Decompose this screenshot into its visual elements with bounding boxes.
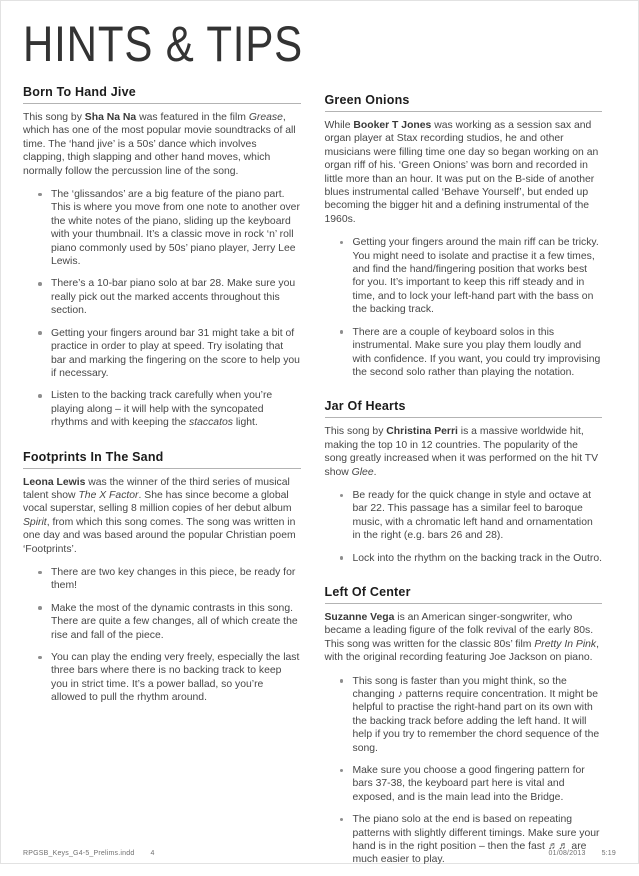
bullet-icon (340, 556, 344, 560)
text-segment: Make sure you choose a good fingering pattern for bars 37-38, the keyboard part here is vital and exposed, and is the main lead into the Bridge. (352, 765, 585, 803)
tips-list (325, 675, 603, 867)
bullet-icon (340, 330, 344, 334)
tip-text (353, 553, 603, 564)
tip-item (38, 327, 301, 381)
section-heading: Jar Of Hearts (324, 399, 406, 414)
text-segment: , which has one of the most popular movie soundtracks of all time. The ‘hand jive’ is a 50s’ dance which involves clapping, thigh slapping and other hand moves, which normally follow the percussion line of the song. (23, 112, 296, 177)
text-segment: is an American singer-songwriter, who became a leading figure of the folk revival of the early 80s. This song was written for the classic 80s’ film (324, 611, 594, 650)
text-segment: The piano solo at the end is based on repeating patterns with slightly different timings. Make sure your hand is in the right position – then the fast (352, 814, 600, 853)
text-segment: This song by (324, 426, 387, 438)
tip-item (340, 813, 603, 867)
text-segment: Leona Lewis (23, 476, 86, 488)
text-segment: . (373, 466, 377, 478)
text-segment: Getting your fingers around bar 31 might take a bit of practice in order to play at speed. Try isolating that bar and marking the fingering on the score to help you if necessary. (51, 327, 300, 379)
text-segment: Christina Perri (386, 426, 458, 438)
tip-text (353, 676, 600, 754)
bullet-icon (340, 769, 344, 773)
tip-text (51, 603, 298, 641)
text-segment: The X Factor (78, 489, 139, 501)
text-segment: , with the original recording featuring Joe Jackson on piano. (324, 638, 599, 664)
section-left-of-center (325, 585, 603, 867)
text-segment: Getting your fingers around the main riff can be tricky. You might need to isolate and practise it a few times, and find the hand/fingering position that works best for you. It’s important to keep this riff steady and in time, and to lock your left-hand part with the bass on the backing track. (352, 237, 599, 316)
tips-list (325, 236, 603, 379)
text-segment: Booker T Jones (353, 120, 432, 131)
tip-item (38, 277, 301, 317)
tip-item (38, 188, 301, 268)
footer-right (549, 850, 616, 857)
footer-page-number: 4 (150, 850, 155, 857)
footer-filename: RPGSB_Keys_G4-5_Prelims.indd (23, 850, 135, 857)
text-segment: was featured in the film (136, 112, 249, 123)
text-segment: While (324, 120, 354, 131)
tips-list (23, 566, 301, 705)
text-segment: Spirit (23, 516, 47, 528)
tip-item (340, 764, 603, 804)
bullet-icon (38, 331, 42, 335)
section-green-onions (325, 93, 603, 379)
text-segment: ♬♬ (547, 841, 569, 853)
tip-item (340, 552, 603, 565)
text-segment: Pretty In Pink (534, 638, 597, 650)
tip-text (353, 765, 585, 803)
text-segment: The ‘glissandos’ are a big feature of the piano part. This is where you move from one note to another over the white notes of the piano, sliding up the keyboard with your thumbnail. It’s a classic move in rock ‘n’ roll piano commonly used by 50s’ piano player, Jerry Lee Lewis. (51, 189, 300, 268)
section-intro (325, 425, 603, 479)
tip-item (340, 489, 603, 543)
tip-text (51, 328, 300, 379)
tip-item (38, 602, 301, 642)
section-rule (23, 468, 301, 469)
page-title: HINTS & TIPS (23, 16, 304, 72)
bullet-icon (38, 606, 42, 610)
section-intro (325, 119, 603, 226)
text-segment: is a massive worldwide hit, making the top 10 in 12 countries. The popularity of the song greatly increased when it was performed on the hit TV show (324, 426, 599, 478)
column-left (23, 85, 301, 714)
tip-text (51, 189, 300, 267)
tip-item (340, 326, 603, 380)
text-segment: light. (232, 417, 258, 429)
tip-text (51, 652, 299, 703)
text-segment: are much easier to play. (352, 841, 587, 866)
section-heading: Footprints In The Sand (23, 449, 164, 464)
bullet-icon (340, 679, 344, 683)
text-segment: was the winner of the third series of musical talent show (23, 476, 290, 501)
text-segment: Glee (351, 466, 374, 478)
text-segment: Be ready for the quick change in style and octave at bar 22. This passage has a similar feel to baroque music, with a chromatic left hand and ornamentation in the right (e.g. bars 26 and 28). (352, 489, 593, 542)
footer-time: 5:19 (601, 850, 616, 857)
text-segment: You can play the ending very freely, especially the last three bars where there is no backing track to keep you in strict time. It’s a power ballad, so you’re allowed to pull the rhythm around. (51, 652, 300, 704)
tip-text (51, 278, 295, 316)
text-segment: Make the most of the dynamic contrasts in this song. There are quite a few changes, all of which create the rise and fall of the piece. (51, 602, 298, 641)
footer (23, 850, 616, 857)
text-segment: Lock into the rhythm on the backing track in the Outro. (352, 552, 603, 564)
section-rule (325, 417, 603, 418)
text-segment: . She has since become a global vocal superstar, selling 8 million copies of her debut album (23, 489, 292, 515)
text-segment: was working as a session sax and organ player at Stax recording studios, he and other musicians were filling time one day so began working on an organ riff of his. ‘Green Onions’ was born and recorded in little more than an hour. It was put on the B-side of another blues instrumental called ‘Behave Yourself’, but ended up becoming the bigger hit and a defining instrumental of the 1960s. (324, 120, 599, 225)
text-segment: Listen to the backing track carefully when you’re playing along – it will help with the syncopated rhythms and with keeping the (51, 390, 273, 429)
bullet-icon (38, 394, 42, 398)
section-rule (325, 603, 603, 604)
text-segment: , from which this song comes. The song was written in one day and was based around the popular Christian poem ‘Footprints’. (23, 516, 296, 555)
section-intro (23, 476, 301, 556)
text-segment: This song is faster than you might think, so the changing ♪ patterns require concentration. It might be helpful to practise the right-hand part on its own with the backing track before adding the left hand. It will help if you try to remember the chord sequence of the song. (352, 675, 600, 754)
tip-item (38, 651, 301, 705)
tip-item (340, 675, 603, 755)
text-segment: Grease (248, 112, 283, 123)
section-heading: Green Onions (324, 93, 410, 107)
section-footprints-in-the-sand (23, 450, 301, 705)
text-segment: Sha Na Na (84, 112, 137, 123)
tip-item (38, 389, 301, 429)
column-right (325, 85, 603, 876)
tip-text (353, 327, 601, 378)
section-heading: Left Of Center (324, 584, 411, 599)
tip-item (38, 566, 301, 593)
footer-date: 01/08/2013 (548, 850, 586, 857)
columns-container (23, 85, 602, 876)
tip-text (51, 390, 272, 428)
bullet-icon (38, 282, 42, 286)
bullet-icon (340, 818, 344, 822)
text-segment: staccatos (189, 417, 233, 429)
section-intro (23, 111, 301, 178)
text-segment: This song by (23, 112, 85, 123)
tips-list (23, 188, 301, 430)
section-rule (325, 111, 603, 112)
text-segment: There are a couple of keyboard solos in this instrumental. Make sure you play them loudly and with confidence. If you want, you could try improvising the second solo rather than playing the notation. (352, 326, 601, 378)
section-intro (325, 611, 603, 665)
tip-text (353, 814, 600, 865)
text-segment: Suzanne Vega (324, 611, 395, 623)
bullet-icon (340, 241, 344, 245)
bullet-icon (340, 494, 344, 498)
text-segment: There’s a 10-bar piano solo at bar 28. Make sure you really pick out the marked accents throughout this section. (51, 278, 296, 317)
bullet-icon (38, 193, 42, 197)
tip-item (340, 236, 603, 316)
bullet-icon (38, 571, 42, 575)
section-born-to-hand-jive (23, 85, 301, 430)
section-rule (23, 103, 301, 104)
section-jar-of-hearts (325, 399, 603, 565)
text-segment: There are two key changes in this piece, be ready for them! (51, 566, 296, 592)
tip-text (353, 237, 599, 315)
tip-text (353, 490, 593, 541)
tip-text (51, 567, 295, 591)
bullet-icon (38, 656, 42, 660)
tips-list (325, 489, 603, 565)
section-heading: Born To Hand Jive (23, 85, 136, 99)
footer-left (23, 850, 155, 857)
